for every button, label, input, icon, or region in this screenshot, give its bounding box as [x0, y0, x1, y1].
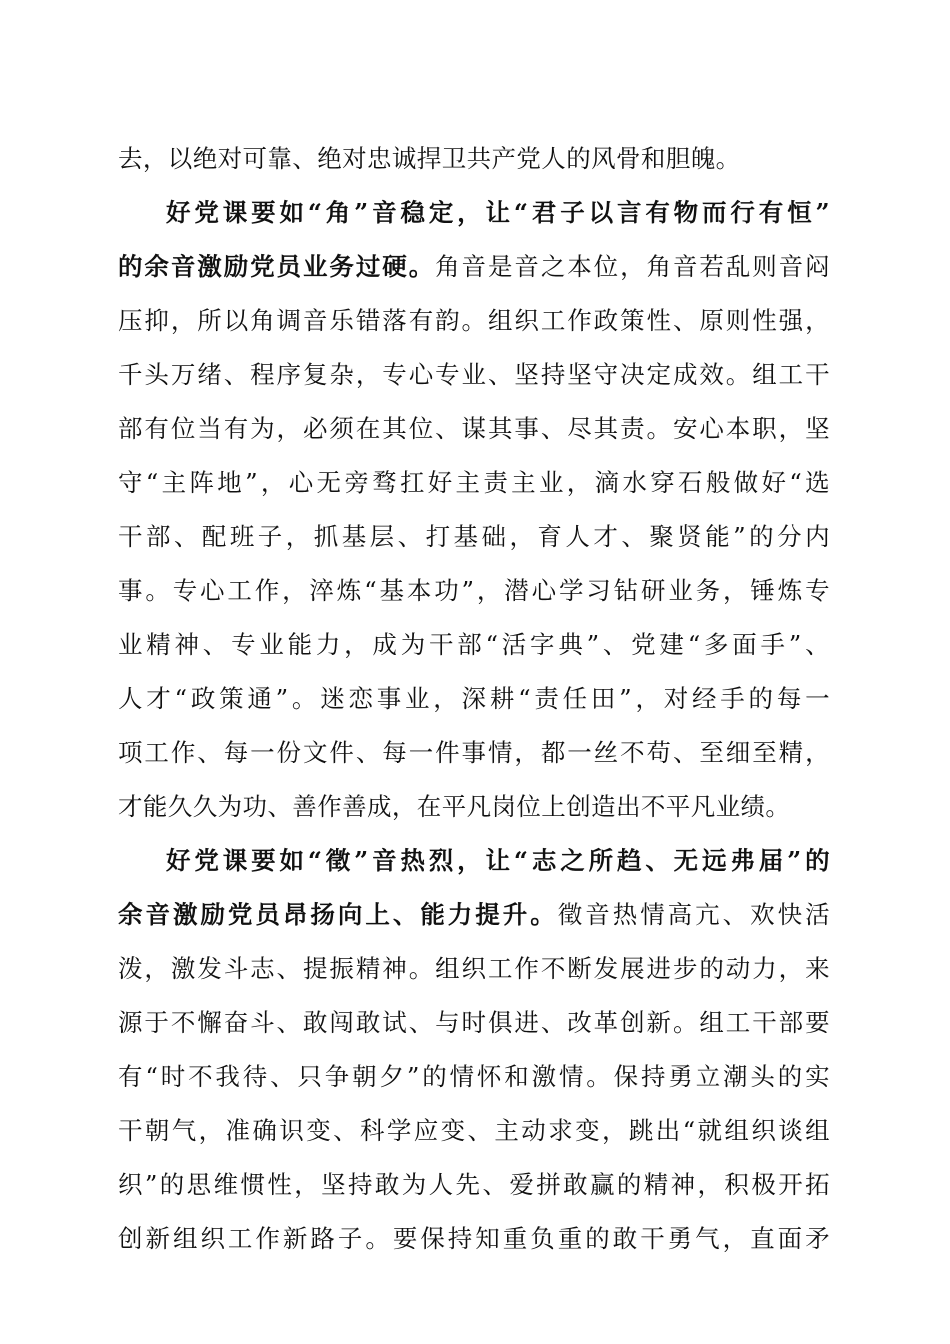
paragraph-2-line-11 — [118, 726, 830, 780]
paragraph-3-line-4 — [118, 996, 830, 1050]
body-text: 部有位当有为，必须在其位、谋其事、尽其责。安心本职，坚 — [118, 414, 830, 443]
body-text: 项工作、每一份文件、每一件事情，都一丝不苟、至细至精， — [118, 738, 830, 767]
body-text: 创新组织工作新路子。要保持知重负重的敢干勇气，直面矛 — [118, 1224, 830, 1253]
body-text: 泼，激发斗志、提振精神。组织工作不断发展进步的动力，来 — [118, 954, 830, 983]
paragraph-2-line-2 — [118, 240, 830, 294]
body-text: 有“时不我待、只争朝夕”的情怀和激情。保持勇立潮头的实 — [118, 1062, 830, 1091]
paragraph-3-heading-line-1 — [166, 834, 830, 888]
paragraph-2-line-8 — [118, 564, 830, 618]
body-text: 源于不懈奋斗、敢闯敢试、与时俱进、改革创新。组工干部要 — [118, 1008, 830, 1037]
paragraph-2-line-10 — [118, 672, 830, 726]
paragraph-2-line-6 — [118, 456, 830, 510]
body-text: 织”的思维惯性，坚持敢为人先、爱拼敢赢的精神，积极开拓 — [118, 1170, 830, 1199]
body-text: 角音是音之本位，角音若乱则音闷 — [435, 252, 830, 281]
paragraph-2-line-12 — [118, 780, 830, 834]
paragraph-3-line-3 — [118, 942, 830, 996]
body-text: 千头万绪、程序复杂，专心专业、坚持坚守决定成效。组工干 — [118, 360, 830, 389]
paragraph-2-heading-line-1 — [166, 186, 830, 240]
paragraph-3-line-7 — [118, 1158, 830, 1212]
paragraph-2-line-9 — [118, 618, 830, 672]
body-text: 事。专心工作，淬炼“基本功”，潜心学习钻研业务，锤炼专 — [118, 576, 830, 605]
paragraph-3-line-5 — [118, 1050, 830, 1104]
heading-text: 余音激励党员昂扬向上、能力提升。 — [118, 900, 558, 929]
body-text: 徵音热情高亢、欢快活 — [557, 900, 831, 929]
paragraph-1-line-1 — [118, 132, 830, 186]
body-text: 去，以绝对可靠、绝对忠诚捍卫共产党人的风骨和胆魄。 — [118, 144, 741, 173]
heading-text: 的余音激励党员业务过硬。 — [118, 252, 436, 281]
body-text: 守“主阵地”，心无旁骛扛好主责主业，滴水穿石般做好“选 — [118, 468, 830, 497]
paragraph-2-line-7 — [118, 510, 830, 564]
body-text: 人才“政策通”。迷恋事业，深耕“责任田”，对经手的每一 — [118, 684, 830, 713]
body-text: 压抑，所以角调音乐错落有韵。组织工作政策性、原则性强， — [118, 306, 830, 335]
heading-text: 好党课要如“徵”音热烈，让“志之所趋、无远弗届”的 — [166, 846, 830, 875]
paragraph-3-line-6 — [118, 1104, 830, 1158]
body-text: 干朝气，准确识变、科学应变、主动求变，跳出“就组织谈组 — [118, 1116, 830, 1145]
paragraph-2-line-5 — [118, 402, 830, 456]
paragraph-3-line-8 — [118, 1212, 830, 1266]
body-text: 才能久久为功、善作善成，在平凡岗位上创造出不平凡业绩。 — [118, 792, 791, 821]
paragraph-2-line-4 — [118, 348, 830, 402]
body-text: 干部、配班子，抓基层、打基础，育人才、聚贤能”的分内 — [118, 522, 830, 551]
heading-text: 好党课要如“角”音稳定，让“君子以言有物而行有恒” — [166, 198, 830, 227]
body-text: 业精神、专业能力，成为干部“活字典”、党建“多面手”、 — [118, 630, 830, 659]
paragraph-3-line-2 — [118, 888, 830, 942]
paragraph-2-line-3 — [118, 294, 830, 348]
